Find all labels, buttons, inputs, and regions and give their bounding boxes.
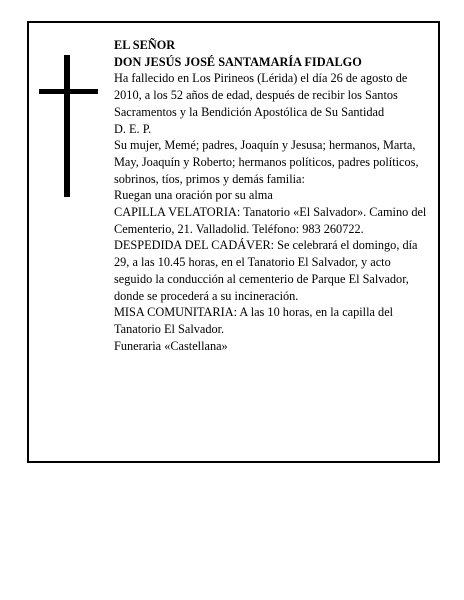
prayer-request: Ruegan una oración por su alma — [114, 188, 273, 203]
wake-location: CAPILLA VELATORIA: Tanatorio «El Salvador». Camino del Cementerio, 21. Valladolid. Teléfono: 983 260722. — [114, 205, 427, 236]
rip-line: D. E. P. — [114, 121, 152, 136]
cross-horizontal-bar — [39, 89, 98, 94]
death-announcement: Ha fallecido en Los Pirineos (Lérida) el día 26 de agosto de 2010, a los 52 años de edad, después de recibir los Santos Sacramentos y la Bendición Apostólica de Su Santidad — [114, 71, 408, 119]
funeral-home: Funeraria «Castellana» — [114, 338, 228, 353]
cross-vertical-bar — [64, 55, 70, 197]
farewell-details: DESPEDIDA DEL CADÁVER: Se celebrará el domingo, día 29, a las 10.45 horas, en el Tanatorio El Salvador, y acto seguido la conducción al cementerio de Parque El Salvador, donde se procederá a su incineración. — [114, 238, 418, 303]
mass-details: MISA COMUNITARIA: A las 10 horas, en la capilla del Tanatorio El Salvador. — [114, 305, 394, 336]
deceased-name: DON JESÚS JOSÉ SANTAMARÍA FIDALGO — [114, 54, 362, 69]
obituary-text — [114, 37, 432, 354]
notice-title: EL SEÑOR — [114, 38, 176, 52]
cross-icon — [39, 55, 98, 197]
family-list: Su mujer, Memé; padres, Joaquín y Jesusa; hermanos, Marta, May, Joaquín y Roberto; hermanos políticos, padres políticos, sobrinos, tíos, primos y demás familia: — [114, 138, 419, 186]
